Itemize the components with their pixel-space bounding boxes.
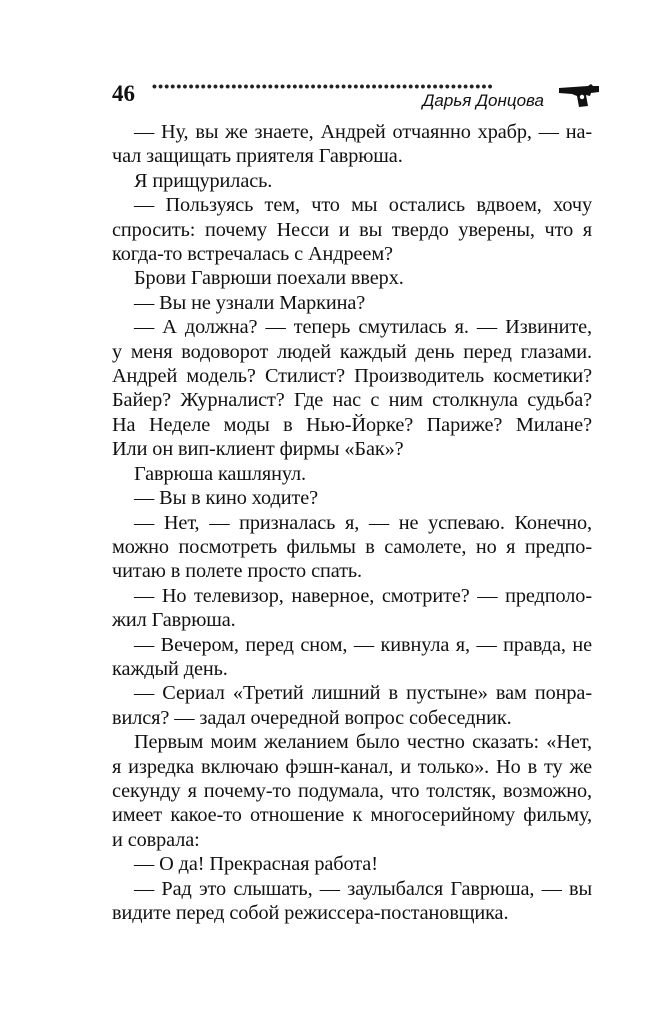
text-line: имеет какое-то отношение к многосерийному фильму, xyxy=(112,804,592,827)
text-line: читаю в полете просто спать. xyxy=(112,560,362,583)
text-line: Андрей модель? Стилист? Производитель косметики? xyxy=(112,365,592,388)
paragraph xyxy=(112,511,592,584)
pistol-icon xyxy=(558,82,600,108)
paragraph xyxy=(112,266,592,290)
paragraph xyxy=(112,315,592,461)
text-line: вился? — задал очередной вопрос собеседник. xyxy=(112,706,512,729)
text-line: чал защищать приятеля Гаврюша. xyxy=(112,145,403,168)
text-line: когда-то встречалась с Андреем? xyxy=(112,243,393,266)
paragraph xyxy=(112,681,592,730)
text-line: и соврала: xyxy=(112,828,200,851)
text-line: спросить: почему Несси и вы твердо уверены, что я xyxy=(112,218,592,241)
paragraph xyxy=(112,877,592,926)
text-line: Гаврюша кашлянул. xyxy=(134,462,306,485)
text-line: На Неделе моды в Нью-Йорке? Париже? Милане? xyxy=(112,413,592,436)
text-line: — А должна? — теперь смутилась я. — Извините, xyxy=(134,316,592,339)
paragraph xyxy=(112,730,592,852)
paragraph xyxy=(112,852,592,876)
text-line: Байер? Журналист? Где нас с ним столкнула судьба? xyxy=(112,389,592,412)
text-line: — Вы в кино ходите? xyxy=(134,487,319,510)
text-line: — Но телевизор, наверное, смотрите? — предполо- xyxy=(134,584,592,607)
text-line: Я прищурилась. xyxy=(134,169,273,192)
paragraph xyxy=(112,486,592,510)
text-line: жил Гаврюша. xyxy=(112,609,236,632)
text-line: секунду я почему-то подумала, что толстяк, возможно, xyxy=(112,779,592,802)
text-line: — Ну, вы же знаете, Андрей отчаянно храбр, — на- xyxy=(134,121,592,143)
page-header xyxy=(112,80,600,114)
text-line: — Рад это слышать, — заулыбался Гаврюша, — вы xyxy=(134,877,592,900)
text-line: — Пользуясь тем, что мы остались вдвоем, хочу xyxy=(134,194,592,217)
text-line: у меня водоворот людей каждый день перед глазами. xyxy=(112,340,592,363)
text-line: видите перед собой режиссера-постановщика. xyxy=(112,902,509,924)
text-line: — Сериал «Третий лишний в пустыне» вам понра- xyxy=(134,682,592,705)
text-line: каждый день. xyxy=(112,657,228,680)
text-line: Первым моим желанием было честно сказать: «Нет, xyxy=(134,731,592,754)
text-line: я изредка включаю фэшн-канал, и только». Но в ту же xyxy=(112,755,592,778)
text-line: — Нет, — призналась я, — не успеваю. Конечно, xyxy=(134,511,592,534)
running-head-author: Дарья Донцова xyxy=(422,91,544,110)
paragraph xyxy=(112,120,592,169)
text-line: Брови Гаврюши поехали вверх. xyxy=(134,267,404,290)
text-line: можно посмотреть фильмы в самолете, но я предпо- xyxy=(112,535,592,558)
text-line: — О да! Прекрасная работа! xyxy=(134,853,378,876)
paragraph xyxy=(112,169,592,193)
paragraph xyxy=(112,633,592,682)
paragraph xyxy=(112,291,592,315)
page-number: 46 xyxy=(112,81,135,106)
paragraph xyxy=(112,462,592,486)
text-line: — Вы не узнали Маркина? xyxy=(134,291,366,314)
body-text xyxy=(112,120,592,925)
dotted-rule: •••••••••••••••••••••••••••••••••••••••••••••••••••••••• xyxy=(152,80,494,92)
text-line: Или он вип-клиент фирмы «Бак»? xyxy=(112,438,404,461)
paragraph xyxy=(112,193,592,266)
paragraph xyxy=(112,584,592,633)
text-line: — Вечером, перед сном, — кивнула я, — правда, не xyxy=(134,633,592,656)
